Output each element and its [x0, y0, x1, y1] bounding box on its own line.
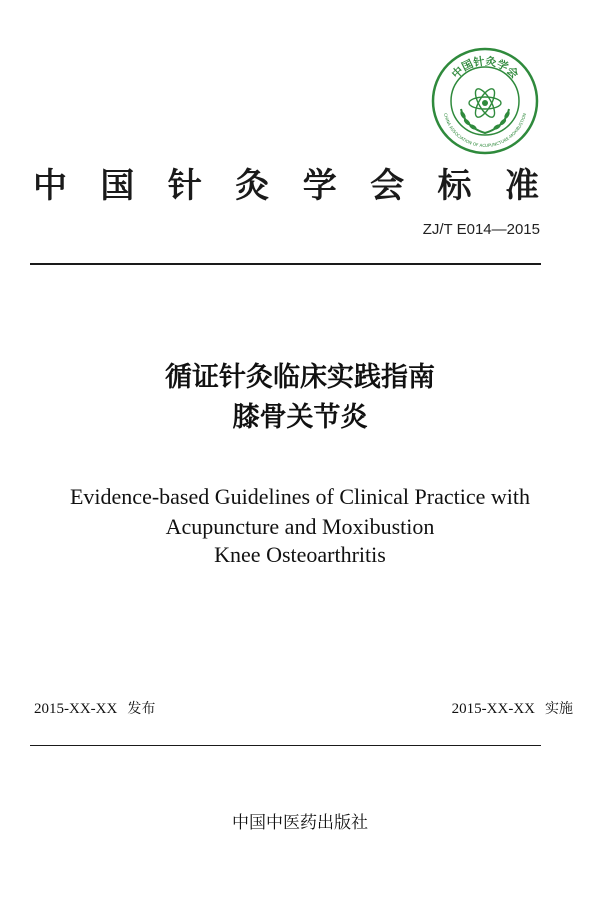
org-title-char: 灸	[235, 166, 270, 206]
org-title-char: 针	[167, 166, 202, 206]
english-title-line-3: Knee Osteoarthritis	[214, 542, 386, 567]
bottom-divider	[30, 745, 541, 746]
seal-en-text: CHINA ASSOCIATION OF ACUPUNCTURE-MOXIBUSTION	[442, 112, 528, 149]
seal-cn-text: 中国针灸学会	[449, 54, 521, 82]
org-title-char: 会	[370, 166, 405, 206]
org-title-char: 国	[100, 166, 135, 206]
english-title-line-1: Evidence-based Guidelines of Clinical Practice with	[69, 484, 530, 509]
chinese-title-line-2: 膝骨关节炎	[232, 402, 368, 433]
org-title-char: 准	[504, 166, 539, 206]
standard-code: ZJ/T E014—2015	[422, 221, 540, 238]
publisher-name: 中国中医药出版社	[232, 813, 368, 833]
top-divider	[30, 263, 541, 265]
english-title-line-2: Acupuncture and Moxibustion	[165, 514, 435, 539]
org-title-char: 学	[302, 166, 337, 206]
issued-label: 发布	[127, 701, 156, 717]
org-title-char: 标	[437, 166, 472, 206]
effective-label: 实施	[545, 701, 573, 717]
org-title-char: 中	[33, 166, 67, 206]
issued-date: 2015-XX-XX	[34, 701, 118, 717]
issued-date-block	[34, 698, 155, 718]
effective-date-block	[452, 698, 573, 718]
organization-standard-title	[30, 158, 542, 207]
effective-date: 2015-XX-XX	[451, 701, 535, 717]
society-seal-logo	[431, 47, 539, 155]
chinese-title-line-1: 循证针灸临床实践指南	[165, 362, 435, 393]
